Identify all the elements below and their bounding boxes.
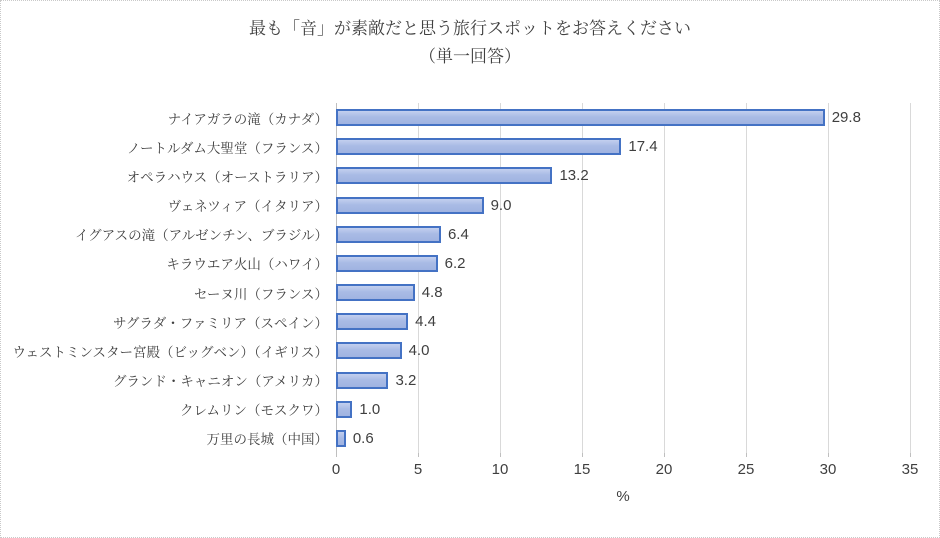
category-label: ナイアガラの滝（カナダ） [167,111,328,127]
category-label: セーヌ川（フランス） [193,286,328,302]
tick-mark [910,453,911,457]
bar-row [336,249,910,278]
tick-mark [746,453,747,457]
bar-row [336,278,910,307]
tick-label: 30 [819,461,837,478]
category-label: クレムリン（モスクワ） [180,403,328,419]
category-label: キラウエア火山（ハワイ） [166,257,328,273]
value-label: 29.8 [831,109,861,127]
bar-row [336,366,910,395]
bar-row [336,395,910,424]
tick-label: 25 [737,461,755,478]
bar [336,313,408,330]
bar-series [336,103,910,453]
bar [336,430,346,447]
value-label: 4.8 [421,284,443,302]
bar [336,372,388,389]
bar-row [336,220,910,249]
bar [336,342,402,359]
bar [336,255,438,272]
bar [336,401,352,418]
category-axis-labels [1,103,328,453]
tick-label: 35 [901,461,919,478]
bar [336,284,415,301]
bar-row [336,191,910,220]
value-label: 4.0 [408,342,430,360]
category-label: イグアスの滝（アルゼンチン、ブラジル） [74,228,328,244]
chart-title-block [1,15,939,71]
x-axis-tick-labels [331,461,919,481]
tick-mark [664,453,665,457]
bar [336,109,825,126]
tick-mark [500,453,501,457]
value-label: 0.6 [352,429,374,447]
bar [336,167,552,184]
value-label: 1.0 [359,400,381,418]
value-label: 6.4 [447,225,469,243]
category-label: 万里の長城（中国） [206,432,328,448]
bar [336,226,441,243]
chart-subtitle: （単一回答） [419,47,521,66]
category-label: ウェストミンスター宮殿（ビッグベン）（イギリス） [12,344,328,360]
tick-mark [418,453,419,457]
category-label: グランド・キャニオン（アメリカ） [112,374,328,390]
bar-row [336,307,910,336]
tick-mark [828,453,829,457]
tick-label: 10 [491,461,509,478]
tick-label: 15 [573,461,591,478]
value-label: 6.2 [444,254,466,272]
bar [336,197,484,214]
category-label: ノートルダム大聖堂（フランス） [126,140,328,156]
bar-row [336,336,910,365]
plot-area [336,103,910,453]
category-label: オペラハウス（オーストラリア） [126,169,328,185]
category-label: サグラダ・ファミリア（スペイン） [112,315,328,331]
tick-mark [336,453,337,457]
bar [336,138,621,155]
value-label: 17.4 [628,138,658,156]
tick-label: 0 [331,461,341,478]
x-axis-title: % [616,488,630,505]
tick-mark [582,453,583,457]
gridline [910,103,911,453]
bar-row [336,424,910,453]
value-label: 13.2 [559,167,589,185]
category-label: ヴェネツィア（イタリア） [167,199,328,215]
bar-row [336,132,910,161]
bar-row [336,103,910,132]
chart-title: 最も「音」が素敵だと思う旅行スポットをお答えください [249,19,691,38]
value-label: 9.0 [490,196,512,214]
value-label: 3.2 [395,371,417,389]
bar-row [336,161,910,190]
value-label: 4.4 [415,313,437,331]
tick-label: 20 [655,461,673,478]
tick-label: 5 [413,461,423,478]
